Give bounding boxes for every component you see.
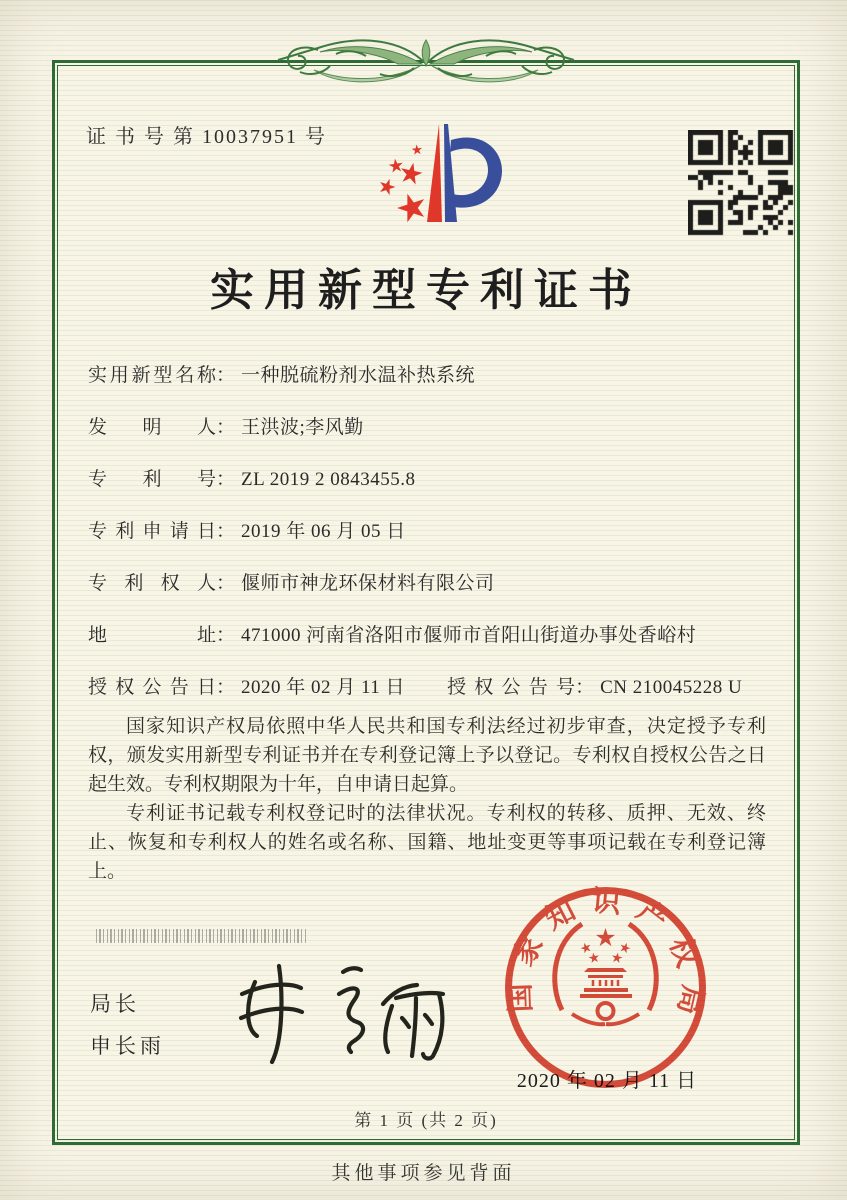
- field-list: [88, 366, 788, 730]
- seal-text: 国家知识产权局: [503, 885, 709, 1032]
- certificate-title: 实用新型专利证书: [210, 266, 642, 315]
- field-row-name: [88, 366, 788, 385]
- legal-paragraph-2: 专利证书记载专利权登记时的法律状况。专利权的转移、质押、无效、终止、恢复和专利权人的姓名或名称、国籍、地址变更等事项记载在专利登记簿上。: [88, 803, 766, 882]
- back-note: 其他事项参见背面: [331, 1163, 516, 1184]
- field-colon: ：: [216, 677, 236, 698]
- certificate-number: 证 书 号 第 10037951 号: [86, 126, 327, 148]
- field-colon: ：: [216, 417, 236, 438]
- page-number: 第 1 页 (共 2 页): [354, 1111, 498, 1130]
- seal-date: 2020 年 02 月 11 日: [516, 1070, 698, 1092]
- field-value: 2019 年 06 月 05 日: [241, 521, 406, 542]
- field-colon: ：: [216, 365, 236, 386]
- field-value: 一种脱硫粉剂水温补热系统: [241, 365, 476, 386]
- commissioner-title: 局长: [90, 992, 140, 1016]
- commissioner-signature-icon: [225, 942, 455, 1067]
- barcode: [96, 929, 308, 943]
- field-label: 地址: [88, 625, 216, 646]
- official-seal: [498, 880, 713, 1095]
- field-row-patentee: [88, 574, 788, 593]
- svg-text:国家知识产权局: [503, 884, 709, 1031]
- legal-paragraph-1: 国家知识产权局依照中华人民共和国专利法经过初步审查，决定授予专利权，颁发实用新型专利证书并在专利登记簿上予以登记。专利权自授权公告之日起生效。专利权期限为十年，自申请日起算。: [88, 716, 766, 795]
- qr-code: [688, 130, 794, 236]
- border-ornament-icon: [276, 22, 576, 106]
- field-row-grant: [88, 678, 788, 697]
- cnipa-logo-icon: [354, 110, 504, 236]
- field-value: ZL 2019 2 0843455.8: [241, 469, 416, 490]
- field-label: 发明人: [88, 417, 216, 438]
- field-label: 授权公告日: [88, 677, 216, 698]
- field-label: 专利权人: [88, 573, 216, 594]
- field-label: 实用新型名称: [88, 365, 216, 386]
- field-value: 471000 河南省洛阳市偃师市首阳山街道办事处香峪村: [241, 625, 697, 646]
- field-label: 专利申请日: [88, 521, 216, 542]
- field-colon: ：: [216, 521, 236, 542]
- field-row-inventor: [88, 418, 788, 437]
- field-value: 2020 年 02 月 11 日: [241, 677, 406, 698]
- field-row-address: [88, 626, 788, 645]
- legal-text: [88, 712, 766, 886]
- field-label: 专利号: [88, 469, 216, 490]
- field-colon: ：: [216, 573, 236, 594]
- field-value: 偃师市神龙环保材料有限公司: [241, 573, 495, 594]
- national-emblem-icon: [555, 924, 657, 1024]
- field-row-patent-number: [88, 470, 788, 489]
- field-colon: ：: [216, 625, 236, 646]
- field-row-filing-date: [88, 522, 788, 541]
- field-value: 王洪波;李风勤: [241, 417, 364, 438]
- field-value: CN 210045228 U: [600, 677, 743, 698]
- field-colon: ：: [575, 677, 595, 698]
- commissioner-name: 申长雨: [90, 1034, 165, 1058]
- field-label: 授权公告号: [447, 677, 576, 698]
- field-colon: ：: [216, 469, 236, 490]
